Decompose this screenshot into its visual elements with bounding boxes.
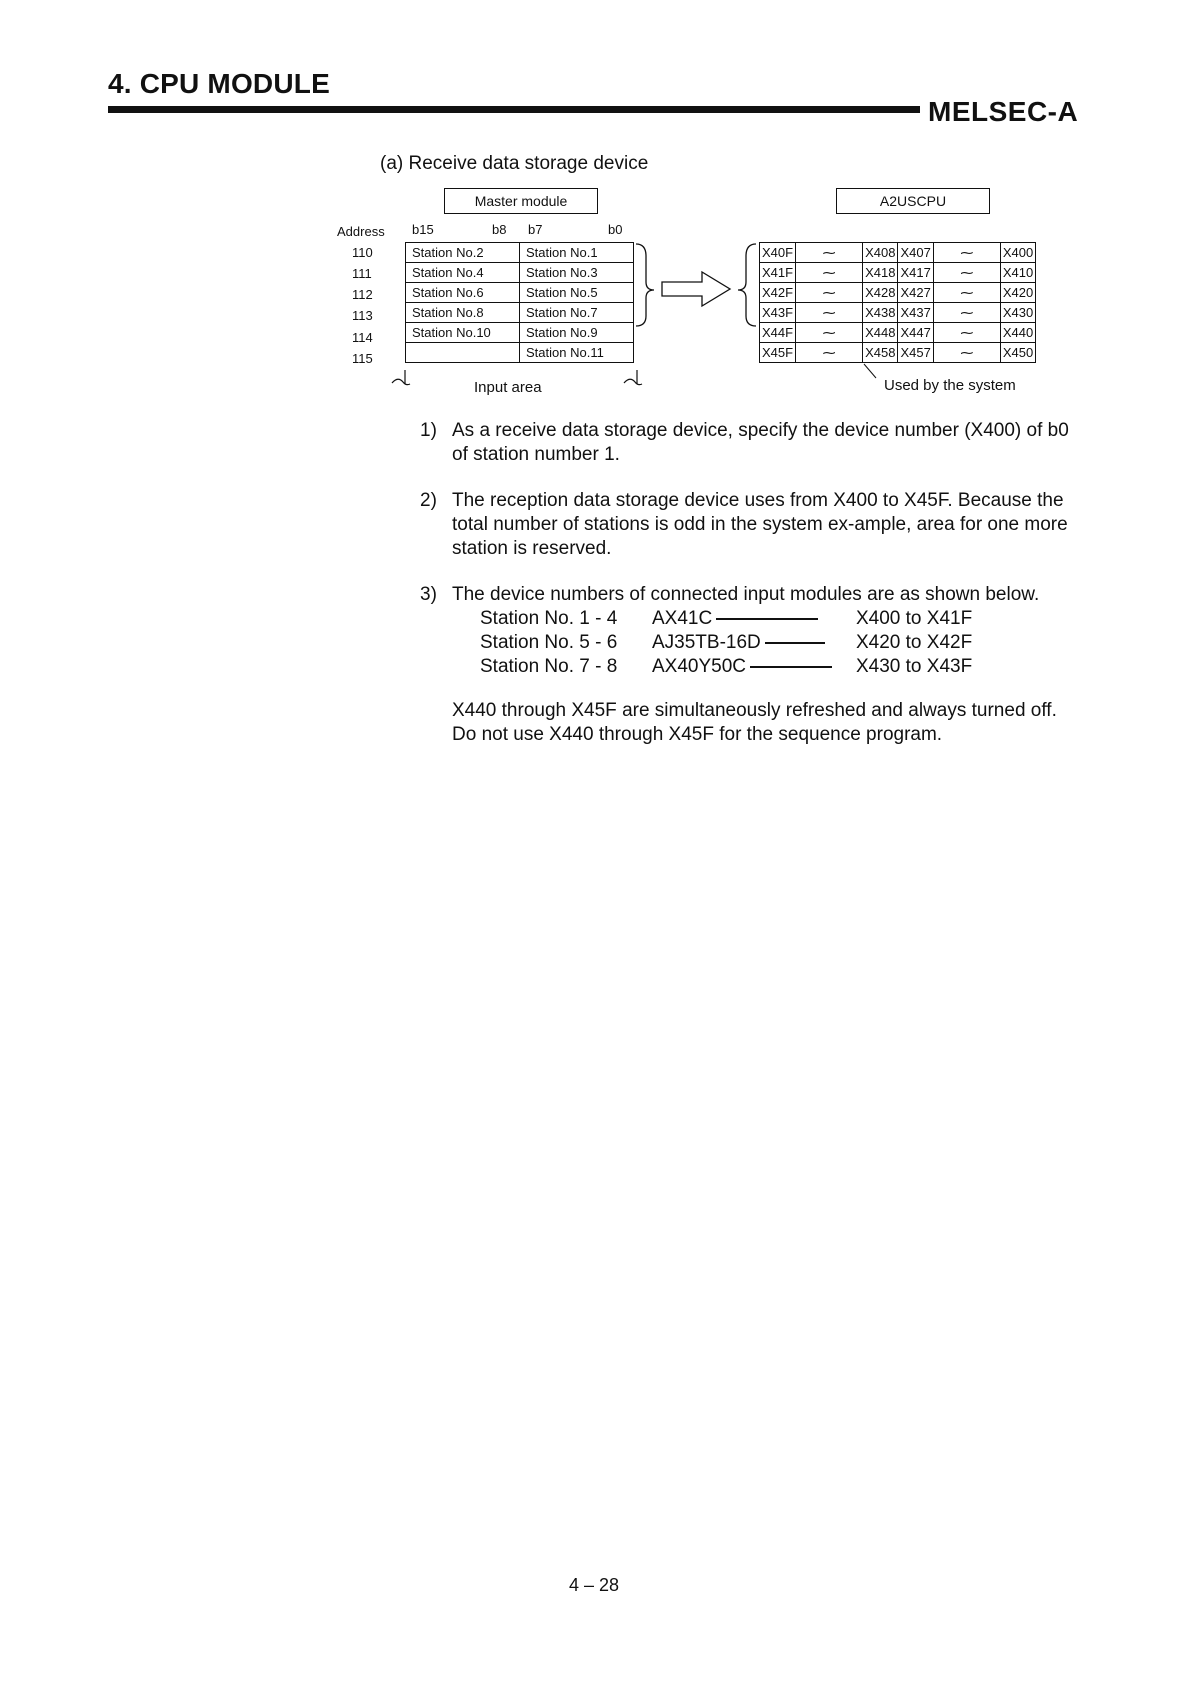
device-cell: X400 [1000,243,1035,263]
device-cell: X417 [898,263,933,283]
station-cell: Station No.3 [520,263,634,283]
module-label: AX41C [652,608,713,629]
wave-icon [624,379,642,384]
tilde-icon: ⁓ [796,283,863,303]
station-range: Station No. 7 - 8 [480,656,618,677]
device-cell: X41F [760,263,796,283]
address-header: Address [337,224,385,239]
address-110: 110 [352,245,373,260]
system-note: Used by the system [884,377,1016,394]
module-name [652,607,856,631]
station-cell: Station No.6 [406,283,520,303]
input-area-label: Input area [474,379,542,396]
item-number: 2) [420,490,437,511]
tilde-icon: ⁓ [796,323,863,343]
device-range: X400 to X41F [856,608,973,629]
item-text: The reception data storage device uses from X400 to X45F. Because the total number of stations is odd in the system ex-ample, area for one more station is reserved. [452,490,1068,559]
master-module-label: Master module [444,188,598,214]
tilde-icon: ⁓ [933,243,1000,263]
device-cell: X458 [863,343,898,363]
cpu-label: A2USCPU [836,188,990,214]
item-text: As a receive data storage device, specify the device number (X400) of b0 of station number 1. [452,420,1069,465]
tilde-icon: ⁓ [933,303,1000,323]
station-range: Station No. 5 - 6 [480,632,618,653]
device-cell: X42F [760,283,796,303]
tilde-icon: ⁓ [933,343,1000,363]
device-cell: X427 [898,283,933,303]
device-range: X430 to X43F [856,656,973,677]
device-cell: X437 [898,303,933,323]
device-cell: X420 [1000,283,1035,303]
module-label: AX40Y50C [652,656,747,677]
leader-line [750,666,832,667]
tilde-icon: ⁓ [933,323,1000,343]
item-number: 1) [420,420,437,441]
device-cell: X457 [898,343,933,363]
device-cell: X450 [1000,343,1035,363]
device-cell: X410 [1000,263,1035,283]
closing-paragraph: X440 through X45F are simultaneously refreshed and always turned off. [452,700,1057,721]
device-cell: X418 [863,263,898,283]
address-114: 114 [352,330,373,345]
module-label: AJ35TB-16D [652,632,761,653]
closing-notes [420,699,1075,747]
station-module-table [480,607,972,679]
station-cell: Station No.7 [520,303,634,323]
left-brace-icon [738,244,756,326]
closing-paragraph: Do not use X440 through X45F for the sequence program. [452,724,943,745]
table-row [480,631,972,655]
device-cell: X407 [898,243,933,263]
address-115: 115 [352,351,373,366]
bit-label-b0: b0 [608,222,623,237]
explanation-list [420,419,1075,747]
station-cell: Station No.8 [406,303,520,323]
device-cell: X43F [760,303,796,323]
list-item [420,419,1075,467]
station-range: Station No. 1 - 4 [480,608,618,629]
address-111: 111 [352,266,372,281]
station-cell: Station No.4 [406,263,520,283]
tilde-icon: ⁓ [796,263,863,283]
station-cell: Station No.10 [406,323,520,343]
tilde-icon: ⁓ [796,303,863,323]
module-name [652,631,856,655]
device-cell: X430 [1000,303,1035,323]
device-cell: X440 [1000,323,1035,343]
section-title: (a) Receive data storage device [380,153,649,174]
address-113: 113 [352,308,373,323]
chapter-title: 4. CPU MODULE [108,68,330,99]
page-number: 4 – 28 [569,1575,620,1595]
tilde-icon: ⁓ [933,283,1000,303]
bit-label-b8: b8 [492,222,507,237]
arrow-right-icon [662,272,730,306]
module-name [652,655,856,679]
right-brace-icon [636,244,654,326]
device-cell: X448 [863,323,898,343]
brand-name: MELSEC-A [928,96,1079,127]
device-cell: X438 [863,303,898,323]
station-cell: Station No.5 [520,283,634,303]
wave-icon [392,379,410,384]
device-cell: X44F [760,323,796,343]
tilde-icon: ⁓ [796,343,863,363]
station-cell: Station No.9 [520,323,634,343]
table-row [480,607,972,631]
device-cell: X428 [863,283,898,303]
device-range: X420 to X42F [856,632,973,653]
item-text: The device numbers of connected input modules are as shown below. [452,584,1040,605]
device-cell: X45F [760,343,796,363]
station-cell: Station No.11 [520,343,634,363]
bit-label-b15: b15 [412,222,434,237]
list-item [420,489,1075,561]
station-cell: Station No.1 [520,243,634,263]
bit-label-b7: b7 [528,222,543,237]
item-number: 3) [420,584,437,605]
leader-line [765,642,825,643]
address-112: 112 [352,287,373,302]
device-cell: X447 [898,323,933,343]
list-item [420,583,1075,679]
device-cell: X40F [760,243,796,263]
table-row [480,655,972,679]
leader-line [716,618,818,619]
tilde-icon: ⁓ [796,243,863,263]
tilde-icon: ⁓ [933,263,1000,283]
device-cell: X408 [863,243,898,263]
station-cell: Station No.2 [406,243,520,263]
diagram-connectors [0,0,1190,420]
